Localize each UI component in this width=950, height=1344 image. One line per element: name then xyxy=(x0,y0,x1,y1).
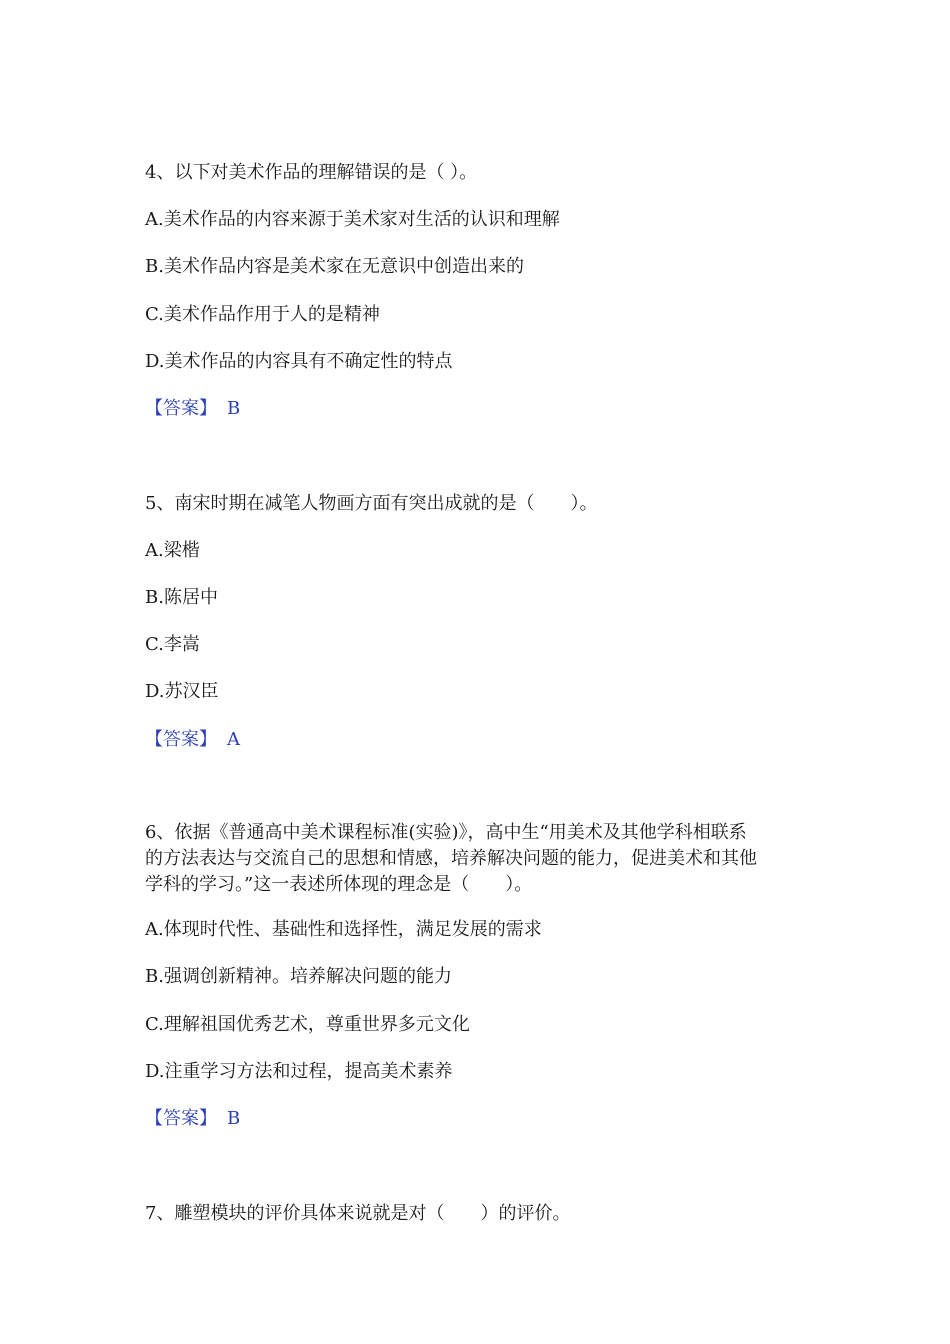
question-4-stem: 4、以下对美术作品的理解错误的是（ ）。 xyxy=(145,162,478,183)
answer-value: B xyxy=(227,1108,241,1129)
answer-value: A xyxy=(227,729,240,750)
question-5-answer xyxy=(145,727,240,753)
question-5-option-c: C.李嵩 xyxy=(145,634,200,655)
question-6-answer xyxy=(145,1106,240,1132)
question-5-option-a: A.梁楷 xyxy=(145,540,200,561)
question-5-option-d: D.苏汉臣 xyxy=(145,681,219,702)
question-6-option-b: B.强调创新精神。培养解决问题的能力 xyxy=(145,966,452,987)
question-7-stem: 7、雕塑模块的评价具体来说就是对（ ）的评价。 xyxy=(145,1203,571,1224)
question-6-stem-line-3: 学科的学习。”这一表述所体现的理念是（ ）。 xyxy=(145,874,533,895)
question-4-option-a: A.美术作品的内容来源于美术家对生活的认识和理解 xyxy=(145,209,560,230)
question-4-option-d: D.美术作品的内容具有不确定性的特点 xyxy=(145,351,453,372)
question-5-option-b: B.陈居中 xyxy=(145,587,218,608)
answer-label: 【答案】 xyxy=(145,729,217,750)
question-6-option-c: C.理解祖国优秀艺术，尊重世界多元文化 xyxy=(145,1014,470,1035)
question-6-stem-line-2: 的方法表达与交流自己的思想和情感，培养解决问题的能力，促进美术和其他 xyxy=(145,848,757,869)
question-4-option-c: C.美术作品作用于人的是精神 xyxy=(145,304,380,325)
question-6-option-d: D.注重学习方法和过程，提高美术素养 xyxy=(145,1061,453,1082)
question-5-stem: 5、南宋时期在减笔人物画方面有突出成就的是（ ）。 xyxy=(145,493,598,514)
question-4-answer xyxy=(145,396,240,422)
question-6-option-a: A.体现时代性、基础性和选择性，满足发展的需求 xyxy=(145,919,542,940)
answer-label: 【答案】 xyxy=(145,1108,217,1129)
answer-value: B xyxy=(227,398,241,419)
question-4-option-b: B.美术作品内容是美术家在无意识中创造出来的 xyxy=(145,256,524,277)
answer-label: 【答案】 xyxy=(145,398,217,419)
question-6-stem-line-1: 6、依据《普通高中美术课程标准(实验)》，高中生“用美术及其他学科相联系 xyxy=(145,822,747,843)
